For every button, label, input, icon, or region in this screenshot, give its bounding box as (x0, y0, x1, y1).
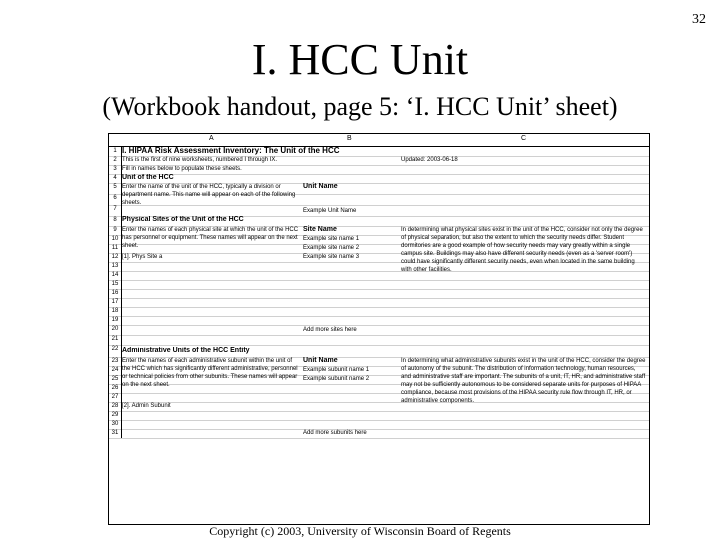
sites-note: In determining what physical sites exist in the unit of the HCC, consider not only the degree of physical separation, but also the extent to which the security needs differ. Student dormitories are a good example of how security needs may vary greatly within a single campus site. Buildings may also have different security needs (even as a 'server room') could have significantly different security needs, even when located in the same building with other facilities. (401, 227, 643, 273)
add-sites-hint: Add more sites here (303, 327, 357, 333)
row-number: 31 (109, 429, 122, 438)
col-header-b: B (347, 135, 352, 142)
col-header-a: A (209, 135, 214, 142)
row-number: 13 (109, 262, 122, 271)
site-example-1: Example site name 1 (303, 236, 360, 242)
row-number: 7 (109, 205, 122, 216)
row-number: 28 (109, 402, 122, 411)
row-number: 29 (109, 411, 122, 420)
row-number: 1 (109, 147, 122, 156)
column-headers (109, 134, 649, 147)
sites-example-label: [1]. Phys Site a (122, 254, 163, 260)
subunit-example-2: Example subunit name 2 (303, 376, 370, 382)
row-number: 9 (109, 226, 122, 235)
sheet-row (109, 429, 649, 439)
sites-header: Physical Sites of the Unit of the HCC (122, 216, 244, 223)
row-number: 8 (109, 216, 122, 226)
row-number: 26 (109, 384, 122, 393)
row-number: 12 (109, 253, 122, 262)
row-number: 14 (109, 271, 122, 280)
subunit-name-label: Unit Name (303, 357, 338, 364)
row-number: 22 (109, 345, 122, 357)
row-number: 11 (109, 244, 122, 253)
admin-instructions: Enter the names of each administrative subunit within the unit of the HCC which has significantly different administrative, personnel or technical policies from other subunits. These names will appear on the next sheet. (122, 358, 300, 388)
row-number: 23 (109, 357, 122, 366)
admin-example-label: [2]. Admin Subunit (122, 403, 171, 409)
subunit-example-1: Example subunit name 1 (303, 367, 370, 373)
unit-instructions: Enter the name of the unit of the HCC, typically a division or department name. This name will appear on each of the following sheets. (122, 184, 297, 206)
col-header-c: C (521, 135, 527, 142)
slide-subtitle: (Workbook handout, page 5: ‘I. HCC Unit’ sheet) (102, 92, 618, 121)
row-number: 3 (109, 165, 122, 174)
sites-instructions: Enter the names of each physical site at which the unit of the HCC has personnel or equipment. These names will appear on the next sheet. (122, 227, 300, 249)
row-number: 6 (109, 194, 122, 205)
site-name-label: Site Name (303, 226, 337, 233)
copyright-notice: Copyright (c) 2003, University of Wisconsin Board of Regents (209, 524, 511, 538)
page-number: 32 (692, 12, 706, 27)
row-number: 17 (109, 298, 122, 307)
row-number: 25 (109, 375, 122, 384)
row-number: 30 (109, 420, 122, 429)
row-number: 21 (109, 335, 122, 345)
unit-name-label: Unit Name (303, 183, 338, 190)
admin-header: Administrative Units of the HCC Entity (122, 347, 250, 354)
add-subunits-hint: Add more subunits here (303, 430, 367, 436)
intro-text-line1: This is the first of nine worksheets, numbered I through IX. (122, 157, 278, 163)
row-number: 18 (109, 307, 122, 316)
row-number: 24 (109, 366, 122, 375)
intro-text-line2: Fill in names below to populate these sheets. (122, 166, 242, 172)
unit-name-example: Example Unit Name (303, 208, 357, 214)
row-number: 15 (109, 280, 122, 289)
row-number: 27 (109, 393, 122, 402)
row-number: 2 (109, 156, 122, 165)
row-number: 4 (109, 174, 122, 183)
updated-date: Updated: 2003-06-18 (401, 157, 458, 163)
row-number: 10 (109, 235, 122, 244)
spreadsheet-screenshot (108, 133, 650, 525)
site-example-3: Example site name 3 (303, 254, 360, 260)
row-number: 5 (109, 183, 122, 194)
admin-note: In determining what administrative subunits exist in the unit of the HCC, consider the degree of autonomy of the subunit. The distribution of information technology, human resources, and administrative staff are important. The subunits of a unit, IT, HR, and administrative staff may not be sufficiently autonomous to be considered separate units for purposes of HIPAA compliance, because most provisions of the HIPAA security rule flow through IT, HR, or administrative components. (401, 358, 646, 404)
unit-header: Unit of the HCC (122, 174, 174, 181)
row-number: 16 (109, 289, 122, 298)
section-title-inventory: I. HIPAA Risk Assessment Inventory: The Unit of the HCC (122, 147, 340, 155)
row-number: 20 (109, 325, 122, 335)
slide-title: I. HCC Unit (251, 35, 469, 84)
row-number: 19 (109, 316, 122, 325)
site-example-2: Example site name 2 (303, 245, 360, 251)
